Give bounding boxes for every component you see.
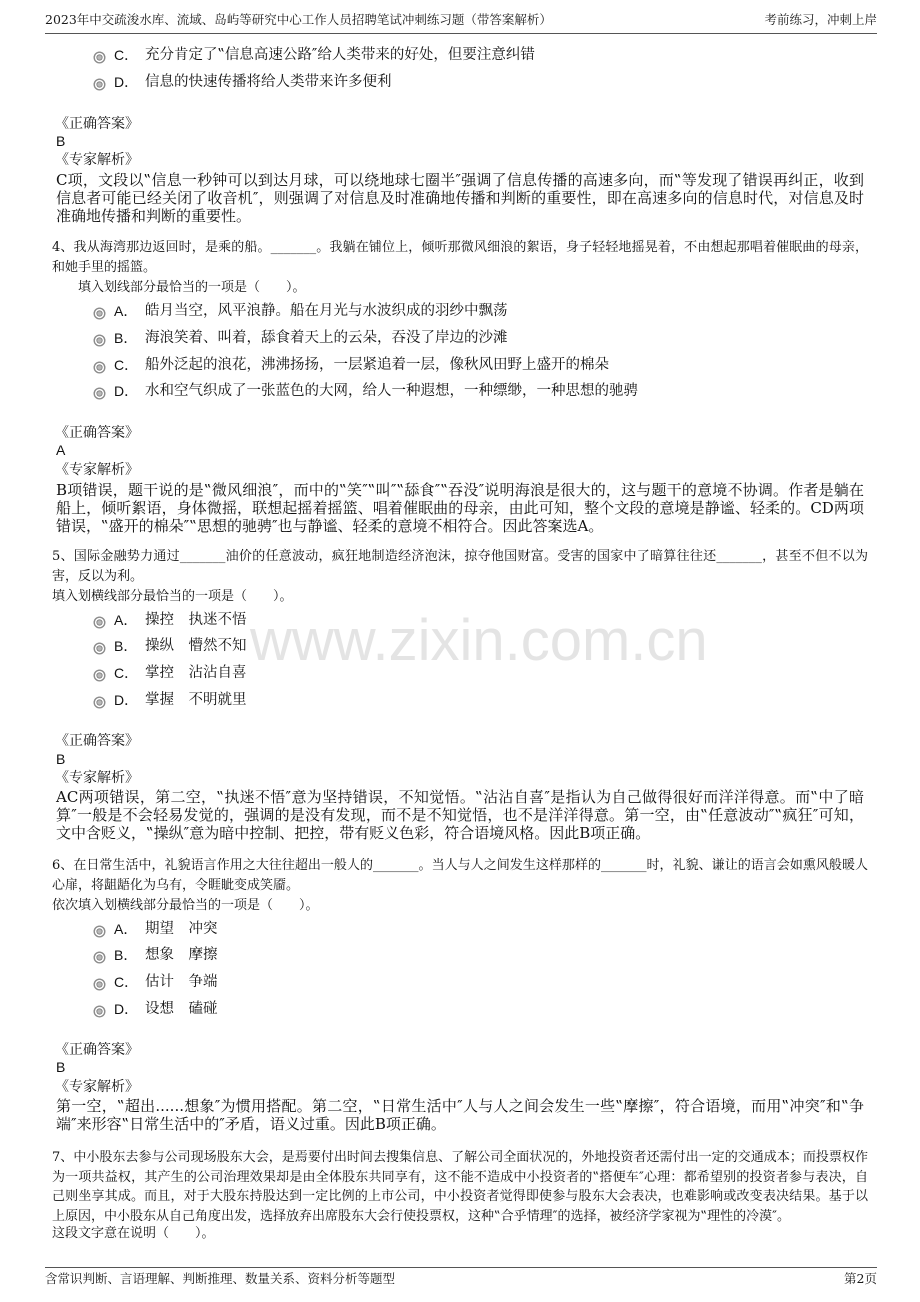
analysis-label: 《专家解析》	[55, 770, 139, 786]
option-letter: D．	[114, 692, 139, 708]
question-prompt: 填入划线部分最恰当的一项是（ ）。	[78, 280, 306, 295]
answer-value: B	[56, 1059, 66, 1075]
option-b	[93, 637, 853, 655]
answer-value: B	[56, 751, 66, 767]
option-letter: A．	[114, 612, 138, 628]
header-divider	[45, 33, 877, 34]
radio-button-icon	[93, 1005, 106, 1018]
question-prompt: 这段文字意在说明（ ）。	[52, 1226, 215, 1241]
option-letter: D．	[114, 383, 139, 399]
radio-button-icon	[93, 387, 106, 400]
option-letter: C．	[114, 974, 139, 990]
option-a	[93, 611, 853, 629]
option-c	[93, 664, 853, 682]
answer-label: 《正确答案》	[55, 733, 139, 749]
option-letter: C．	[114, 47, 139, 63]
option-text: 船外泛起的浪花，沸沸扬扬，一层紧追着一层，像秋风田野上盛开的棉朵	[145, 357, 609, 373]
option-text: 掌控 沾沾自喜	[145, 665, 247, 681]
option-d	[93, 73, 853, 91]
option-text: 水和空气织成了一张蓝色的大网，给人一种遐想，一种缥缈，一种思想的驰骋	[145, 383, 638, 399]
option-c	[93, 46, 853, 64]
page-header-slogan: 考前练习，冲刺上岸	[764, 12, 877, 27]
question-stem: 6、在日常生活中，礼貌语言作用之大往往超出一般人的_______。当人与人之间发生这样那样的_______时，礼貌、谦让的语言会如熏风般暖人心扉，将龃龉化为乌有，令睚眦变成笑靥。	[52, 858, 868, 893]
radio-button-icon	[93, 669, 106, 682]
option-text: 信息的快速传播将给人类带来许多便利	[145, 74, 392, 90]
page-number: 第2页	[844, 1271, 877, 1286]
question-stem: 5、国际金融势力通过_______油价的任意波动，疯狂地制造经济泡沫，掠夺他国财富。受害的国家中了暗算往往还_______，甚至不但不以为害，反以为利。	[52, 549, 868, 584]
radio-button-icon	[93, 51, 106, 64]
analysis-text: AC两项错误，第二空，‟执迷不悟″意为坚持错误，不知觉悟。‟沾沾自喜″是指认为自己做得很好而洋洋得意。而‟中了暗算″一般是不会轻易发觉的，强调的是没有发现，而不是不知觉悟，也不是洋洋得意。第一空，由‟任意波动″‟疯狂″可知，文中含贬义，‟操纵″意为暗中控制、把控，带有贬义色彩，符合语境风格。因此B项正确。	[56, 788, 864, 842]
answer-value: A	[56, 442, 66, 458]
option-letter: D．	[114, 74, 139, 90]
analysis-text: 第一空，‟超出......想象″为惯用搭配。第二空，‟日常生活中″人与人之间会发生一些‟摩擦″，符合语境，而用‟冲突″和‟争端″来形容‟日常生活中的″矛盾，语义过重。因此B项正确。	[56, 1097, 864, 1133]
radio-button-icon	[93, 616, 106, 629]
option-c	[93, 973, 853, 991]
question-prompt: 填入划横线部分最恰当的一项是（ ）。	[52, 589, 293, 604]
answer-value: B	[56, 133, 66, 149]
radio-button-icon	[93, 334, 106, 347]
option-letter: D．	[114, 1001, 139, 1017]
option-c	[93, 356, 853, 374]
option-a	[93, 302, 853, 320]
option-d	[93, 1000, 853, 1018]
option-letter: C．	[114, 665, 139, 681]
option-letter: B．	[114, 947, 138, 963]
answer-label: 《正确答案》	[55, 116, 139, 132]
option-text: 操控 执迷不悟	[145, 612, 247, 628]
radio-button-icon	[93, 307, 106, 320]
option-d	[93, 691, 853, 709]
radio-button-icon	[93, 925, 106, 938]
analysis-label: 《专家解析》	[55, 462, 139, 478]
analysis-text: C项，文段以‟信息一秒钟可以到达月球，可以绕地球七圈半″强调了信息传播的高速多向，而‟等发现了错误再纠正，收到信息者可能已经关闭了收音机″，则强调了对信息及时准确地传播和判断的重要性，即在高速多向的信息时代，对信息及时准确地传播和判断的重要性。	[56, 171, 864, 225]
option-text: 设想 磕碰	[145, 1001, 218, 1017]
footer-categories: 含常识判断、言语理解、判断推理、数量关系、资料分析等题型	[45, 1271, 396, 1286]
analysis-label: 《专家解析》	[55, 152, 139, 168]
question-stem: 4、我从海湾那边返回时，是乘的船。_______。我躺在铺位上，倾听那微风细浪的絮语，身子轻轻地摇晃着，不由想起那唱着催眠曲的母亲，和她手里的摇篮。	[52, 240, 868, 275]
option-a	[93, 920, 853, 938]
option-b	[93, 329, 853, 347]
page-header-title: 2023年中交疏浚水库、流域、岛屿等研究中心工作人员招聘笔试冲刺练习题（带答案解析）	[45, 12, 552, 27]
option-letter: B．	[114, 330, 138, 346]
radio-button-icon	[93, 78, 106, 91]
option-text: 掌握 不明就里	[145, 692, 247, 708]
analysis-label: 《专家解析》	[55, 1079, 139, 1095]
footer-divider	[45, 1267, 877, 1268]
option-letter: A．	[114, 303, 138, 319]
option-text: 皓月当空，风平浪静。船在月光与水波织成的羽纱中飘荡	[145, 303, 508, 319]
option-letter: A．	[114, 921, 138, 937]
option-d	[93, 382, 853, 400]
option-b	[93, 946, 853, 964]
option-text: 期望 冲突	[145, 921, 218, 937]
option-text: 估计 争端	[145, 974, 218, 990]
answer-label: 《正确答案》	[55, 1042, 139, 1058]
question-stem: 7、中小股东去参与公司现场股东大会，是焉要付出时间去搜集信息、了解公司全面状况的，外地投资者还需付出一定的交通成本；而投票权作为一项共益权，其产生的公司治理效果却是由全体股东共同享有，这不能不造成中小投资者的‟搭便车″心理：都希望别的投资者参与表决，自己则坐享其成。而且，对于大股东持股达到一定比例的上市公司，中小投资者觉得即使参与股东大会表决，也难影响或改变表决结果。基于以上原因，中小股东从自己角度出发，选择放弃出席股东大会行使投票权，这种‟合乎情理″的选择，被经济学家视为‟理性的冷漠″。	[52, 1150, 868, 1224]
option-text: 充分肯定了‟信息高速公路″给人类带来的好处，但要注意纠错	[145, 47, 535, 63]
option-text: 想象 摩擦	[145, 947, 218, 963]
analysis-text: B项错误，题干说的是‟微风细浪″，而中的‟笑″‟叫″‟舔食″‟吞没″说明海浪是很大的，这与题干的意境不协调。作者是躺在船上，倾听絮语，身体微摇，联想起摇着摇篮、唱着催眠曲的母亲，由此可知，整个文段的意境是静谧、轻柔的。CD两项错误，‟盛开的棉朵″‟思想的驰骋″也与静谧、轻柔的意境不相符合。因此答案选A。	[56, 481, 864, 535]
radio-button-icon	[93, 978, 106, 991]
answer-label: 《正确答案》	[55, 425, 139, 441]
option-letter: B．	[114, 638, 138, 654]
option-text: 海浪笑着、叫着，舔食着天上的云朵，吞没了岸边的沙滩	[145, 330, 508, 346]
radio-button-icon	[93, 642, 106, 655]
option-letter: C．	[114, 357, 139, 373]
question-prompt: 依次填入划横线部分最恰当的一项是（ ）。	[52, 898, 319, 913]
option-text: 操纵 懵然不知	[145, 638, 247, 654]
watermark: www.zixin.com.cn	[250, 608, 708, 673]
radio-button-icon	[93, 696, 106, 709]
radio-button-icon	[93, 361, 106, 374]
radio-button-icon	[93, 951, 106, 964]
